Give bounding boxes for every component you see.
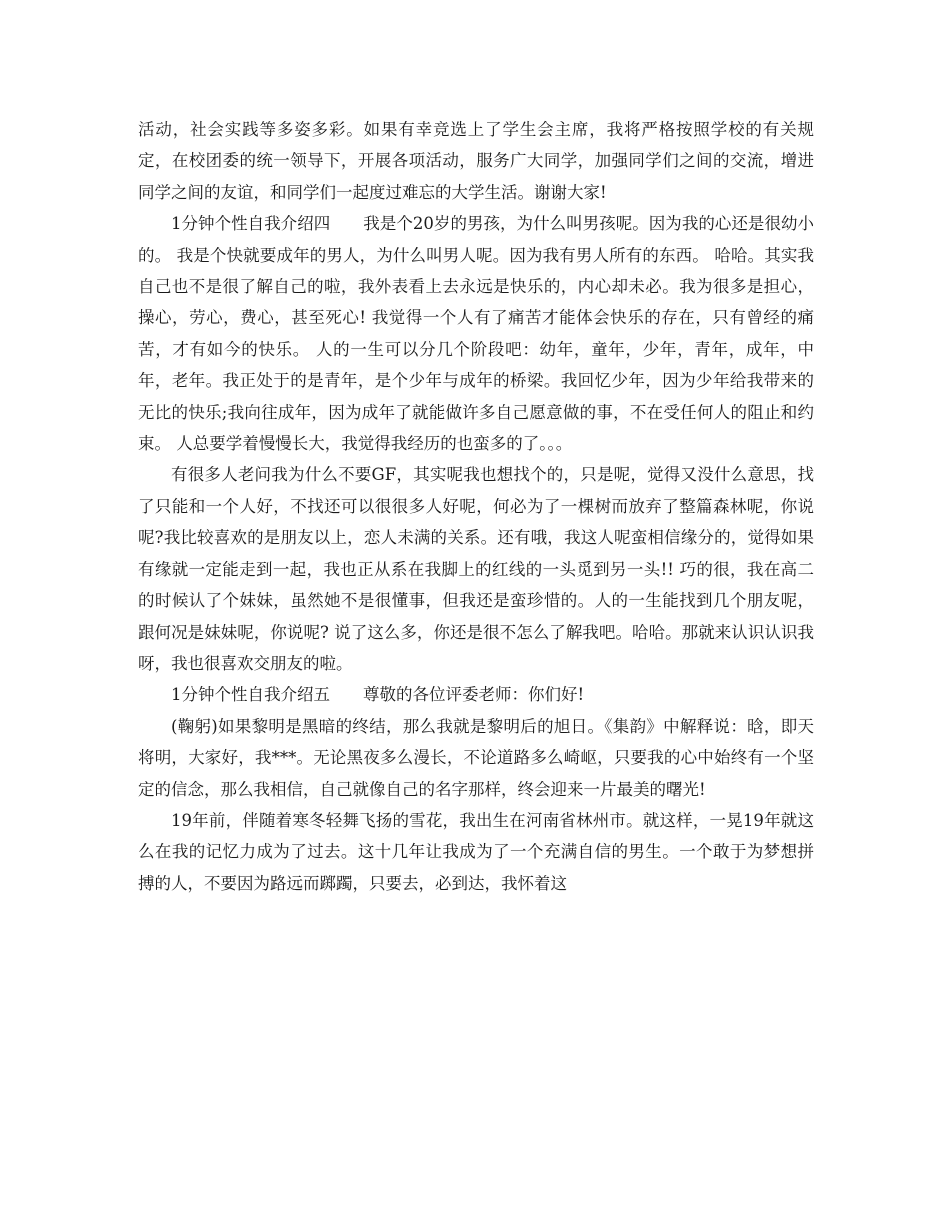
paragraph-text: 我是个20岁的男孩，为什么叫男孩呢。因为我的心还是很幼小的。 我是个快就要成年的男人，为什么叫男人呢。因为我有男人所有的东西。 哈哈。其实我自己也不是很了解自己的啦，我外表看上去永远是快乐的，内心却未必。我为很多是担心，操心，劳心，费心，甚至死心! 我觉得一个人有了痛苦才能体会快乐的存在，只有曾经的痛苦，才有如今的快乐。 人的一生可以分几个阶段吧：幼年，童年，少年，青年，成年，中年，老年。我正处于的是青年，是个少年与成年的桥梁。我回忆少年，因为少年给我带来的无比的快乐;我向往成年，因为成年了就能做许多自己愿意做的事，不在受任何人的阻止和约束。 人总要学着慢慢长大，我觉得我经历的也蛮多的了。。。 [138, 214, 815, 454]
paragraph-6 [138, 805, 814, 899]
paragraph-text: (鞠躬)如果黎明是黑暗的终结，那么我就是黎明后的旭日。《集韵》中解释说：晗，即天将明，大家好，我***。无论黑夜多么漫长，不论道路多么崎岖，只要我的心中始终有一个坚定的信念，那么我相信，自己就像自己的名字那样，终会迎来一片最美的曙光! [138, 716, 814, 799]
section-heading: 1分钟个性自我介绍五 [171, 685, 330, 705]
paragraph-5 [138, 711, 814, 805]
paragraph-text: 19年前，伴随着寒冬轻舞飞扬的雪花，我出生在河南省林州市。就这样，一晃19年就这么在我的记忆力成为了过去。这十几年让我成为了一个充满自信的男生。一个敢于为梦想拼搏的人，不要因为路远而踯躅，只要去，必到达，我怀着这 [138, 810, 814, 893]
paragraph-text: 活动，社会实践等多姿多彩。如果有幸竞选上了学生会主席，我将严格按照学校的有关规定，在校团委的统一领导下，开展各项活动，服务广大同学，加强同学们之间的交流，增进同学之间的友谊，和同学们一起度过难忘的大学生活。谢谢大家! [138, 120, 814, 202]
paragraph-text: 尊敬的各位评委老师：你们好! [363, 685, 585, 705]
paragraph-1 [138, 114, 814, 208]
paragraph-text: 有很多人老问我为什么不要GF，其实呢我也想找个的，只是呢，觉得又没什么意思，找了只能和一个人好，不找还可以很很多人好呢，何必为了一棵树而放弃了整篇森林呢，你说呢?我比较喜欢的是朋友以上，恋人未满的关系。还有哦，我这人呢蛮相信缘分的，觉得如果有缘就一定能走到一起，我也正从系在我脚上的红线的一头觅到另一头!! 巧的很，我在高二的时候认了个妹妹，虽然她不是很懂事，但我还是蛮珍惜的。人的一生能找到几个朋友呢，跟何况是妹妹呢，你说呢? 说了这么多，你还是很不怎么了解我吧。哈哈。那就来认识认识我呀，我也很喜欢交朋友的啦。 [138, 465, 814, 673]
document-body [138, 114, 814, 899]
paragraph-4 [138, 679, 814, 710]
section-heading: 1分钟个性自我介绍四 [171, 214, 331, 234]
paragraph-2 [138, 208, 814, 459]
paragraph-3 [138, 459, 814, 679]
